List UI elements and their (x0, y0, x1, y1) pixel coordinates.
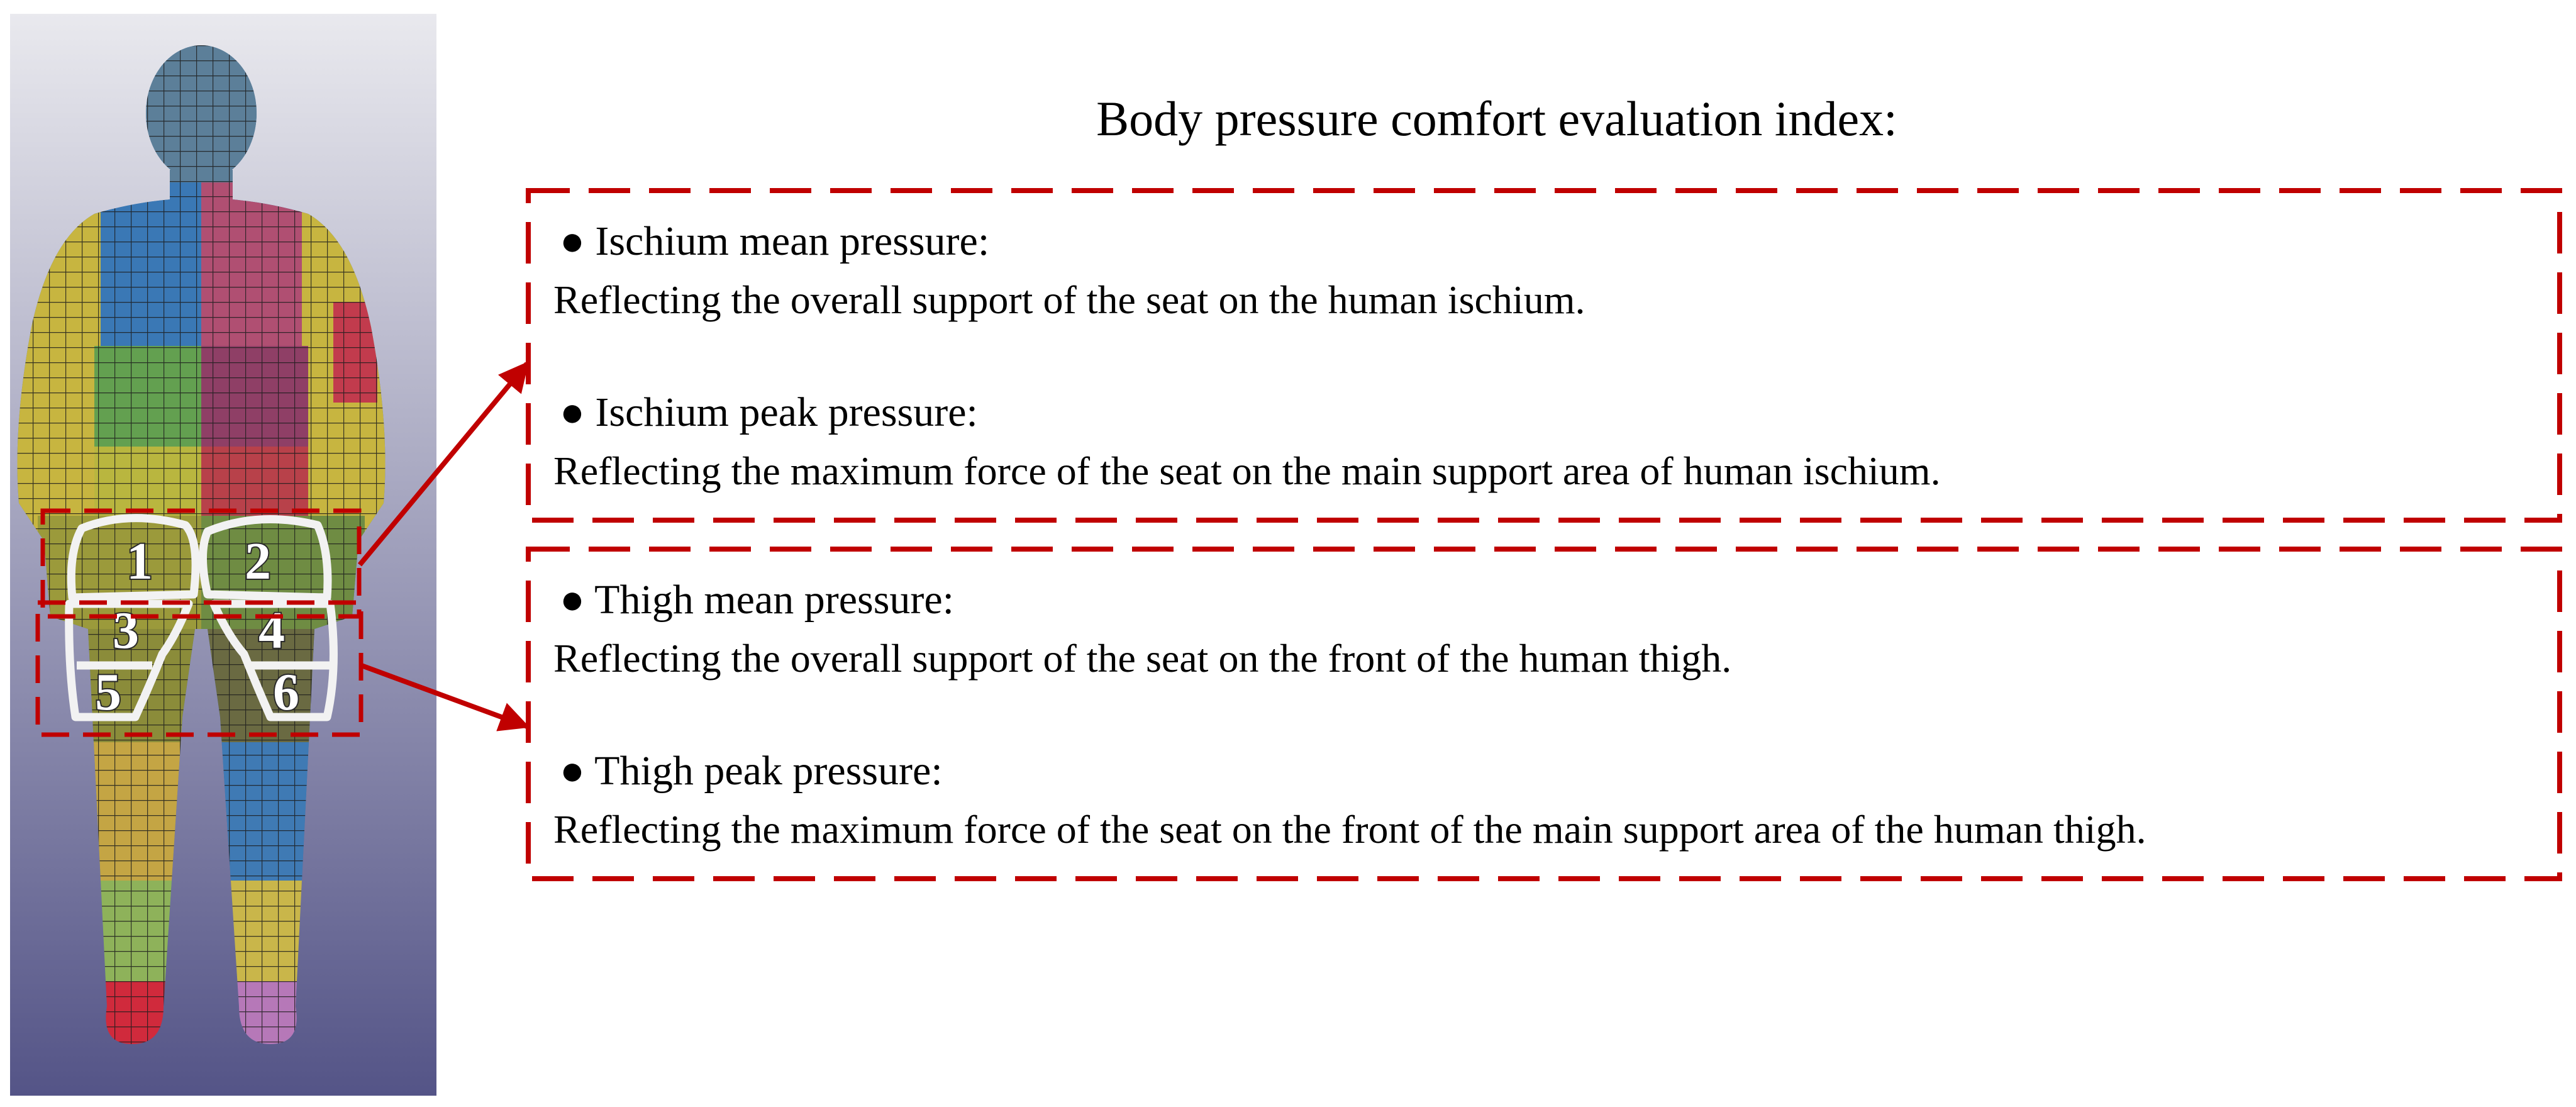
ischium-peak-heading: ● Ischium peak pressure: (560, 389, 978, 435)
thigh-index-box (528, 549, 2560, 879)
region-label-4: 4 (258, 601, 285, 660)
ischium-index-box (528, 191, 2560, 520)
region-label-5: 5 (95, 663, 121, 721)
region-label-6: 6 (273, 663, 299, 721)
region-label-2: 2 (245, 532, 271, 591)
thigh-mean-description: Reflecting the overall support of the seat on the front of the human thigh. (553, 636, 1732, 681)
thigh-peak-description: Reflecting the maximum force of the seat on the front of the main support area of the human thigh. (553, 807, 2146, 852)
thigh-peak-heading: ● Thigh peak pressure: (560, 748, 943, 794)
diagram-title: Body pressure comfort evaluation index: (1096, 91, 1897, 146)
ischium-peak-description: Reflecting the maximum force of the seat on the main support area of human ischium. (553, 448, 1941, 493)
thigh-mean-heading: ● Thigh mean pressure: (560, 577, 954, 623)
ischium-mean-description: Reflecting the overall support of the seat on the human ischium. (553, 277, 1585, 322)
region-label-1: 1 (126, 532, 153, 591)
region-label-3: 3 (113, 601, 139, 660)
ischium-mean-heading: ● Ischium mean pressure: (560, 218, 990, 264)
